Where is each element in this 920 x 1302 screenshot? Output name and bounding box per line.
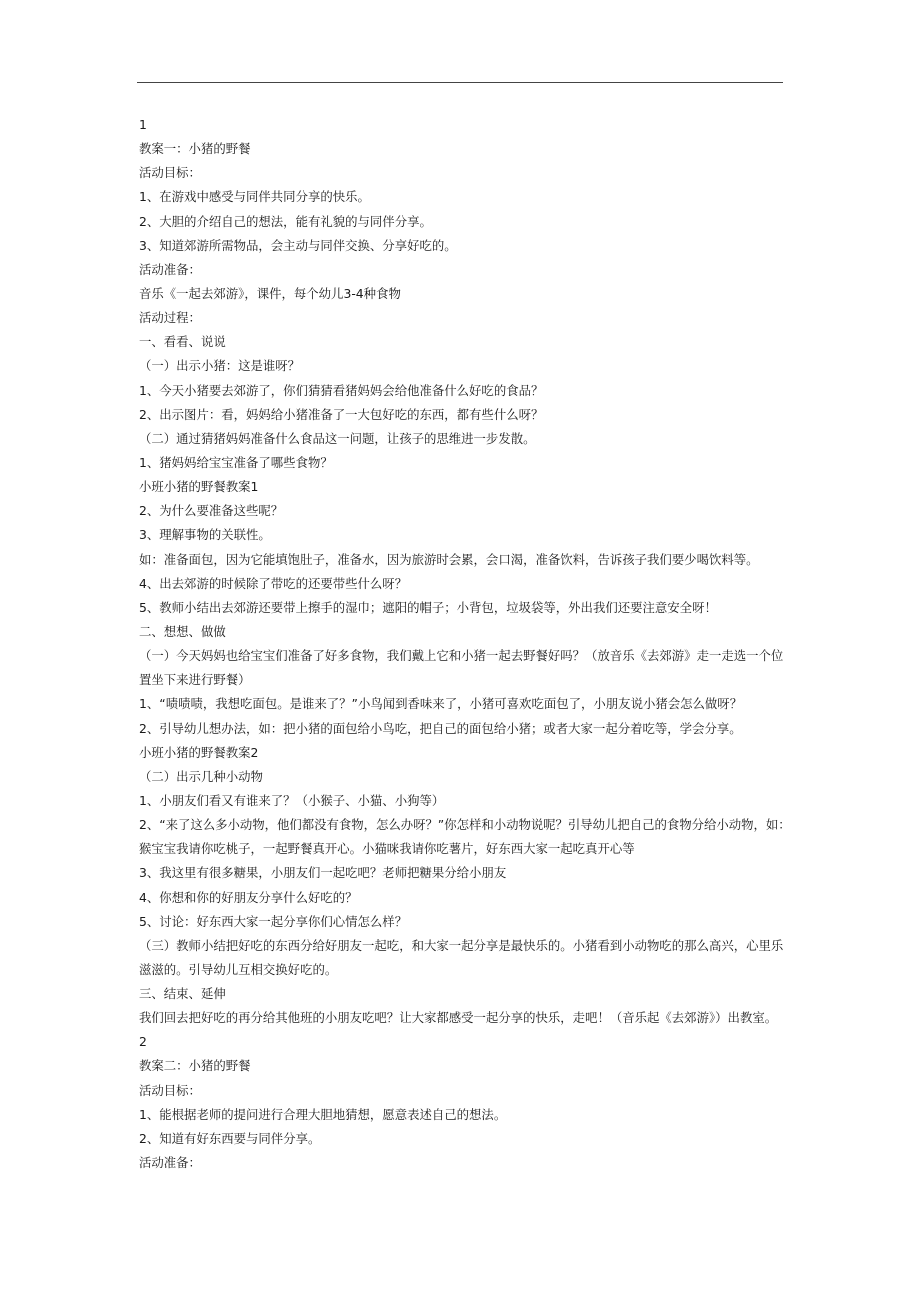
text-line: 2、出示图片：看，妈妈给小猪准备了一大包好吃的东西，都有些什么呀？ — [139, 406, 544, 422]
text-line: 5、教师小结出去郊游还要带上擦手的湿巾；遮阳的帽子；小背包，垃圾袋等，外出我们还要注意安全呀！ — [139, 599, 717, 615]
text-line: 4、出去郊游的时候除了带吃的还要带些什么呀？ — [139, 575, 408, 591]
text-line: 活动过程： — [139, 310, 201, 326]
text-line: 2、为什么要准备这些呢？ — [139, 503, 284, 519]
text-line: 4、你想和你的好朋友分享什么好吃的？ — [139, 889, 358, 905]
text-line: 置坐下来进行野餐） — [139, 672, 251, 688]
text-line: 三、结束、延伸 — [139, 986, 226, 1002]
text-line: 2 — [139, 1034, 147, 1050]
text-line: 2、大胆的介绍自己的想法，能有礼貌的与同伴分享。 — [139, 213, 432, 229]
text-line: 1、今天小猪要去郊游了，你们猜猜看猪妈妈会给他准备什么好吃的食品？ — [139, 382, 544, 398]
text-line: 1、能根据老师的提问进行合理大胆地猜想，愿意表述自己的想法。 — [139, 1106, 507, 1122]
text-line: 活动目标： — [139, 165, 201, 181]
text-line: 1、猪妈妈给宝宝准备了哪些食物？ — [139, 454, 333, 470]
text-line: 教案一：小猪的野餐 — [139, 141, 251, 157]
text-line: 活动准备： — [139, 1155, 201, 1171]
text-line: 2、“来了这么多小动物，他们都没有食物，怎么办呀？”你怎样和小动物说呢？引导幼儿把自己的食物分给小动物，如： — [139, 817, 791, 833]
text-line: 2、引导幼儿想办法，如：把小猪的面包给小鸟吃，把自己的面包给小猪；或者大家一起分着吃等，学会分享。 — [139, 720, 742, 736]
text-line: 猴宝宝我请你吃桃子，一起野餐真开心。小猫咪我请你吃薯片，好东西大家一起吃真开心等 — [139, 841, 635, 857]
text-line: 1、“啧啧啧，我想吃面包。是谁来了？”小鸟闻到香味来了，小猪可喜欢吃面包了，小朋友说小猪会怎么做呀？ — [139, 696, 743, 712]
text-line: （二）出示几种小动物 — [139, 768, 263, 784]
text-line: 音乐《一起去郊游》，课件，每个幼儿3-4种食物 — [139, 285, 401, 301]
text-line: （一）今天妈妈也给宝宝们准备了好多食物，我们戴上它和小猪一起去野餐好吗？（放音乐《去郊游》走一走选一个位 — [139, 648, 784, 664]
text-line: 小班小猪的野餐教案1 — [139, 479, 259, 495]
text-line: 滋滋的。引导幼儿互相交换好吃的。 — [139, 961, 338, 977]
text-line: （二）通过猜猪妈妈准备什么食品这一问题，让孩子的思维进一步发散。 — [139, 430, 536, 446]
header-rule — [137, 82, 783, 83]
text-line: （三）教师小结把好吃的东西分给好朋友一起吃，和大家一起分享是最快乐的。小猪看到小动物吃的那么高兴，心里乐 — [139, 937, 784, 953]
text-line: （一）出示小猪：这是谁呀？ — [139, 358, 301, 374]
text-line: 3、理解事物的关联性。 — [139, 527, 271, 543]
text-line: 1、在游戏中感受与同伴共同分享的快乐。 — [139, 189, 370, 205]
text-line: 教案二：小猪的野餐 — [139, 1058, 251, 1074]
text-line: 1 — [139, 117, 147, 132]
text-line: 二、想想、做做 — [139, 623, 226, 639]
text-line: 3、我这里有很多糖果，小朋友们一起吃吧？老师把糖果分给小朋友 — [139, 865, 507, 881]
text-line: 如：准备面包，因为它能填饱肚子，准备水，因为旅游时会累，会口渴，准备饮料，告诉孩子我们要少喝饮料等。 — [139, 551, 759, 567]
text-line: 活动目标： — [139, 1082, 201, 1098]
text-line: 一、看看、说说 — [139, 334, 226, 350]
text-line: 我们回去把好吃的再分给其他班的小朋友吃吧？让大家都感受一起分享的快乐，走吧！（音乐起《去郊游》）出教室。 — [139, 1010, 778, 1026]
text-line: 活动准备： — [139, 261, 201, 277]
text-line: 小班小猪的野餐教案2 — [139, 744, 259, 760]
text-line: 3、知道郊游所需物品，会主动与同伴交换、分享好吃的。 — [139, 237, 457, 253]
text-line: 5、讨论：好东西大家一起分享你们心情怎么样？ — [139, 913, 408, 929]
document-body — [139, 113, 791, 1175]
text-line: 1、小朋友们看又有谁来了？（小猴子、小猫、小狗等） — [139, 792, 445, 808]
text-line: 2、知道有好东西要与同伴分享。 — [139, 1130, 321, 1146]
